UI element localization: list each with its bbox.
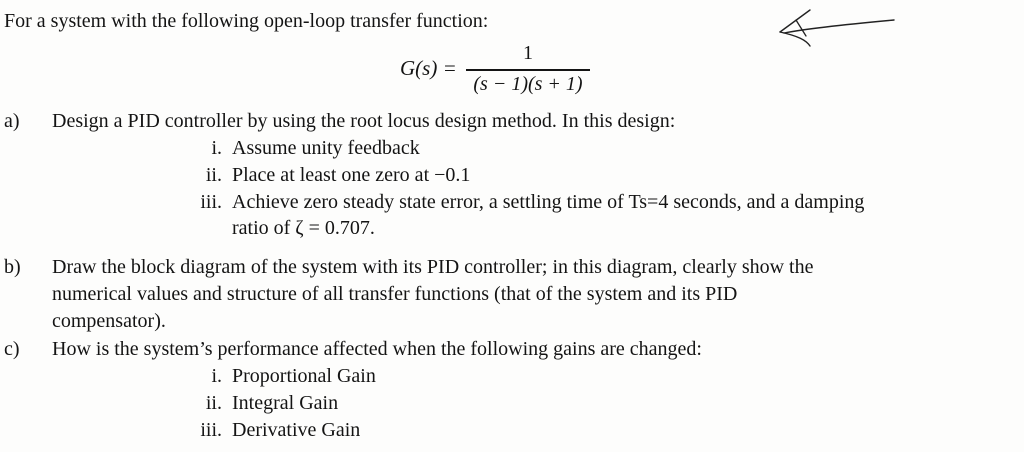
part-a-item-3-text: Achieve zero steady state error, a settling time of Ts=4 seconds, and a damping (232, 191, 865, 213)
part-a-item-3-continuation: ratio of ζ = 0.707. (232, 217, 375, 239)
part-c-item-3-numeral: iii. (200, 419, 222, 441)
part-b-label: b) (4, 256, 21, 278)
part-a-item-2-text: Place at least one zero at −0.1 (232, 164, 471, 186)
part-b-line-2: numerical values and structure of all transfer functions (that of the system and its PID (52, 283, 738, 305)
part-c-label: c) (4, 338, 20, 360)
equation-fraction (466, 42, 590, 100)
intro-text: For a system with the following open-loop transfer function: (4, 10, 489, 32)
part-c-item-2-numeral: ii. (205, 392, 222, 414)
part-c-item-2-text: Integral Gain (232, 392, 339, 414)
fraction-bar (466, 69, 590, 71)
equation-denominator: (s − 1)(s + 1) (473, 73, 583, 95)
part-a-item-1-numeral: i. (211, 137, 222, 159)
part-a-item-3-numeral: iii. (200, 191, 222, 213)
part-c-text: How is the system’s performance affected when the following gains are changed: (52, 338, 702, 360)
part-c-item-3-text: Derivative Gain (232, 419, 361, 441)
part-b-line-1: Draw the block diagram of the system with its PID controller; in this diagram, clearly show the (52, 256, 814, 278)
part-a-text: Design a PID controller by using the root locus design method. In this design: (52, 110, 676, 132)
part-a-item-2-numeral: ii. (205, 164, 222, 186)
part-c-item-1-text: Proportional Gain (232, 365, 376, 387)
equation-lhs: G(s) = (400, 56, 457, 80)
transfer-function-equation (400, 42, 610, 100)
part-a-item-1-text: Assume unity feedback (232, 137, 420, 159)
equation-numerator: 1 (523, 42, 533, 64)
part-a-label: a) (4, 110, 20, 132)
part-b-line-3: compensator). (52, 310, 166, 332)
handwritten-mark (770, 6, 900, 54)
part-c-item-1-numeral: i. (211, 365, 222, 387)
